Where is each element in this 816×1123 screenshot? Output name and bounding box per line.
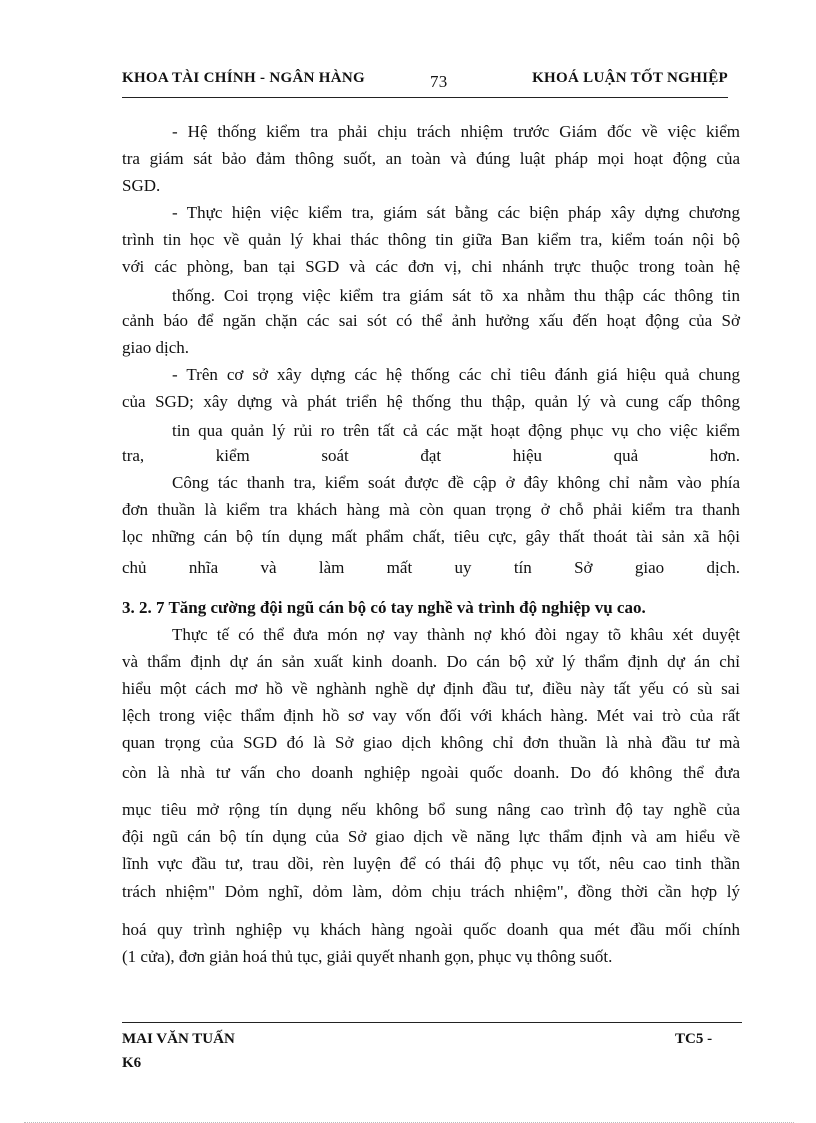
text-line: trình tin học về quản lý khai thác thông tin giữa Ban kiểm tra, kiểm toán nội bộ <box>122 230 740 249</box>
text-line: của SGD; xây dựng và phát triển hệ thống thu thập, quản lý và cung cấp thông <box>122 392 740 411</box>
text-line: - Thực hiện việc kiểm tra, giám sát bằng các biện pháp xây dựng chương <box>172 203 740 222</box>
text-line: - Hệ thống kiểm tra phải chịu trách nhiệm trước Giám đốc về việc kiểm <box>172 122 740 141</box>
page-header <box>122 70 728 92</box>
author-cohort: K6 <box>122 1055 142 1071</box>
footer-divider <box>122 1022 742 1023</box>
section-heading: 3. 2. 7 Tăng cường đội ngũ cán bộ có tay nghề và trình độ nghiệp vụ cao. <box>122 598 646 617</box>
text-line: hiểu một cách mơ hồ về nghành nghề dự định đầu tư, điều này tất yếu có sù sai <box>122 679 740 698</box>
text-line: trách nhiệm" Dỏm nghĩ, dỏm làm, dỏm chịu trách nhiệm", đồng thời cần hợp lý <box>122 882 740 901</box>
text-line: quan trọng của SGD đó là Sở giao dịch không chỉ đơn thuần là nhà đầu tư mà <box>122 733 740 752</box>
header-divider <box>122 97 728 98</box>
text-line: và thẩm định dự án sản xuất kinh doanh. Do cán bộ xử lý thẩm định dự án chỉ <box>122 652 740 671</box>
text-line: giao dịch. <box>122 338 190 357</box>
class-code: TC5 - <box>675 1031 713 1047</box>
text-line: mục tiêu mở rộng tín dụng nếu không bổ sung nâng cao trình độ tay nghề của <box>122 800 740 819</box>
author-name: MAI VĂN TUẤN <box>122 1031 235 1047</box>
text-line: thống. Coi trọng việc kiểm tra giám sát tõ xa nhằm thu thập các thông tin <box>172 286 740 305</box>
text-line: chủ nhĩa và làm mất uy tín Sở giao dịch. <box>122 558 740 577</box>
text-line: đội ngũ cán bộ tín dụng của Sở giao dịch về năng lực thẩm định và am hiểu về <box>122 827 740 846</box>
author-block <box>122 1027 235 1075</box>
text-line: đơn thuần là kiểm tra khách hàng mà còn quan trọng ở chỗ phải kiểm tra thanh <box>122 500 740 519</box>
text-line: lọc những cán bộ tín dụng mất phẩm chất, tiêu cực, gây thất thoát tài sản xã hội <box>122 527 740 546</box>
text-line: lĩnh vực đầu tư, trau dồi, rèn luyện để có thái độ phục vụ tốt, nêu cao tinh thần <box>122 854 740 873</box>
text-line: Công tác thanh tra, kiểm soát được đề cập ở đây không chỉ nằm vào phía <box>172 473 740 492</box>
text-line: tra giám sát bảo đảm thông suốt, an toàn và đúng luật pháp mọi hoạt động của <box>122 149 740 168</box>
text-line: tin qua quản lý rủi ro trên tất cả các mặt hoạt động phục vụ cho việc kiểm <box>172 421 740 440</box>
faculty-name: KHOA TÀI CHÍNH - NGÂN HÀNG <box>122 70 365 86</box>
text-line: (1 cửa), đơn giản hoá thủ tục, giải quyết nhanh gọn, phục vụ thông suốt. <box>122 947 613 966</box>
text-line: tra, kiểm soát đạt hiệu quả hơn. <box>122 446 740 465</box>
text-line: cảnh báo để ngăn chặn các sai sót có thể ảnh hưởng xấu đến hoạt động của Sở <box>122 311 740 330</box>
text-line: - Trên cơ sở xây dựng các hệ thống các chỉ tiêu đánh giá hiệu quả chung <box>172 365 740 384</box>
text-line: với các phòng, ban tại SGD và các đơn vị, chi nhánh trực thuộc trong toàn hệ <box>122 257 740 276</box>
page-number: 73 <box>430 72 448 91</box>
text-line: Thực tế có thể đưa món nợ vay thành nợ khó đòi ngay tõ khâu xét duyệt <box>172 625 740 644</box>
document-type: KHOÁ LUẬN TỐT NGHIỆP <box>532 70 728 86</box>
text-line: còn là nhà tư vấn cho doanh nghiệp ngoài quốc doanh. Do đó không thể đưa <box>122 763 740 782</box>
text-line: hoá quy trình nghiệp vụ khách hàng ngoài quốc doanh qua mét đầu mối chính <box>122 920 740 939</box>
text-line: SGD. <box>122 176 161 195</box>
text-line: lệch trong việc thẩm định hồ sơ vay vốn đối với khách hàng. Mét vai trò của rất <box>122 706 740 725</box>
